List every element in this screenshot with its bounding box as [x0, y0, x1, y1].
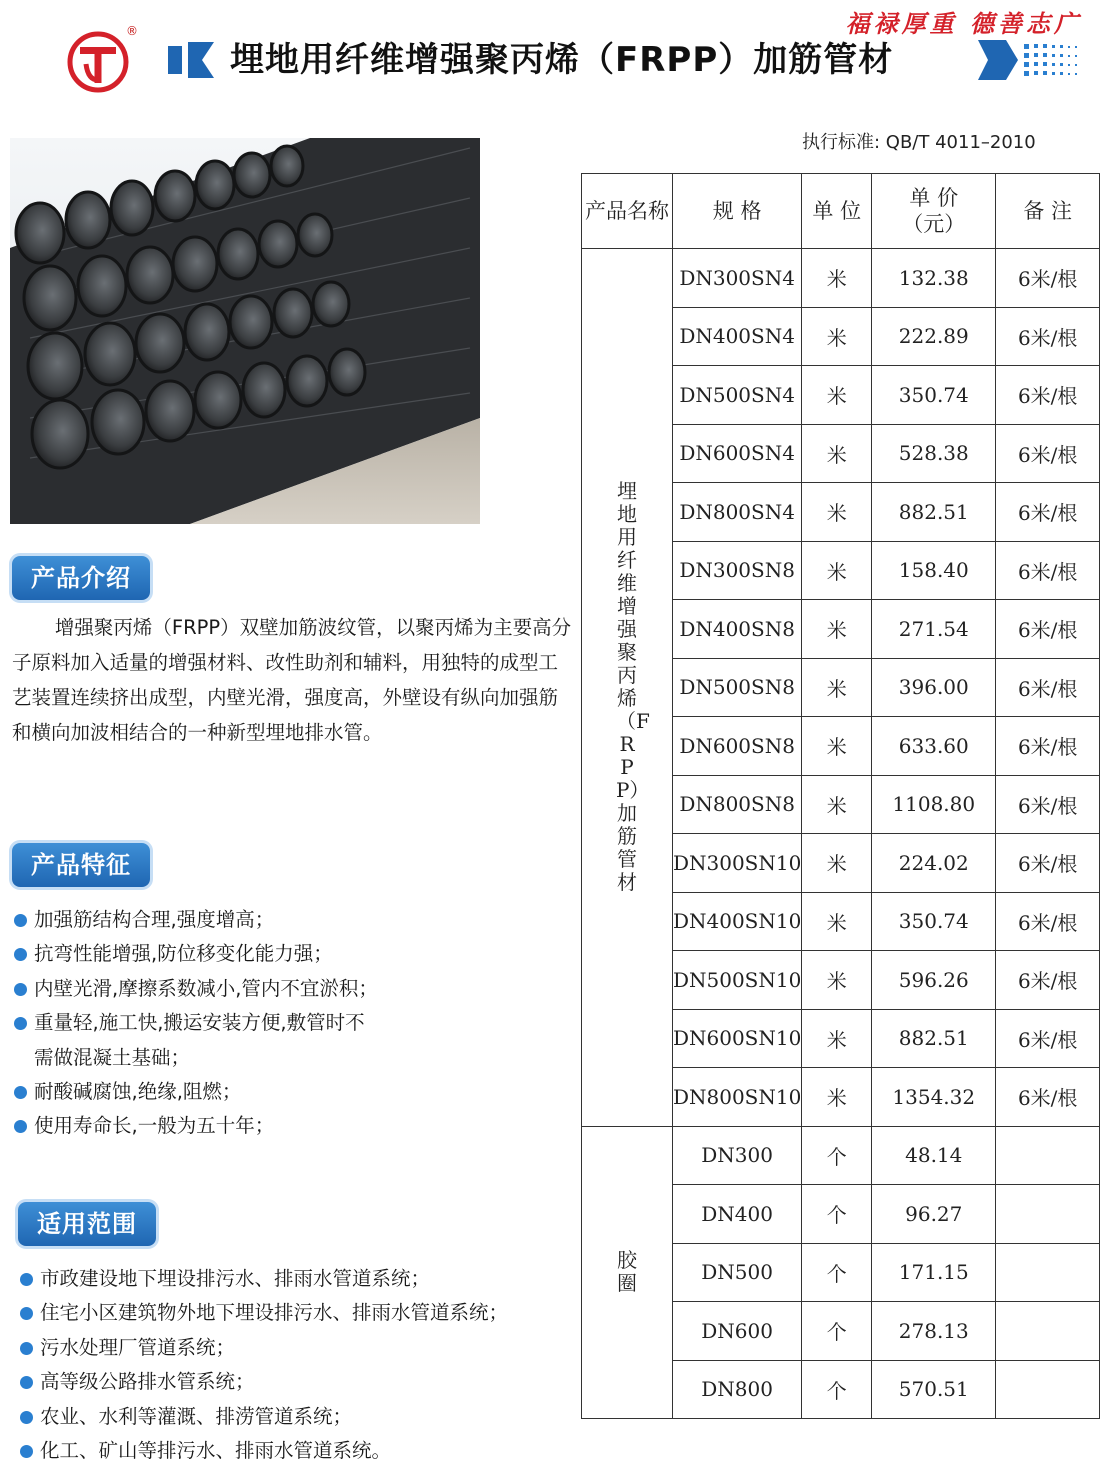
cell-spec: DN500: [672, 1243, 801, 1302]
cell-unit: 米: [802, 483, 872, 542]
cell-spec: DN800SN8: [672, 775, 801, 834]
feature-item: 耐酸碱腐蚀,绝缘,阻燃；: [12, 1075, 378, 1109]
cell-spec: DN400: [672, 1185, 801, 1244]
cell-note: 6米/根: [996, 249, 1100, 308]
product-group-name: [582, 249, 673, 1127]
cell-unit: 米: [802, 366, 872, 425]
feature-item-continuation: 需做混凝土基础；: [34, 1045, 191, 1069]
features-list: [12, 903, 378, 1144]
title-left-decoration: [168, 40, 216, 80]
cell-price: 271.54: [872, 600, 996, 659]
cell-price: 528.38: [872, 424, 996, 483]
cell-spec: DN600SN8: [672, 717, 801, 776]
scope-item: 农业、水利等灌溉、排涝管道系统；: [18, 1400, 508, 1434]
cell-spec: DN300SN10: [672, 834, 801, 893]
cell-note: 6米/根: [996, 717, 1100, 776]
cell-unit: 米: [802, 1068, 872, 1127]
header-price-line2: （元）: [902, 212, 966, 236]
scope-item: 化工、矿山等排污水、排雨水管道系统。: [18, 1434, 508, 1468]
cell-price: 171.15: [872, 1243, 996, 1302]
cell-note: 6米/根: [996, 366, 1100, 425]
cell-price: 1108.80: [872, 775, 996, 834]
cell-price: 132.38: [872, 249, 996, 308]
cell-price: 222.89: [872, 307, 996, 366]
cell-spec: DN400SN4: [672, 307, 801, 366]
features-section-badge: 产品特征: [12, 843, 150, 887]
price-table: [581, 173, 1100, 1419]
cell-spec: DN600SN10: [672, 1009, 801, 1068]
cell-note: [996, 1185, 1100, 1244]
company-logo: [66, 30, 130, 94]
cell-price: 596.26: [872, 951, 996, 1010]
cell-spec: DN600SN4: [672, 424, 801, 483]
scope-item: 污水处理厂管道系统；: [18, 1331, 508, 1365]
cell-unit: 米: [802, 1009, 872, 1068]
feature-item: 重量轻,施工快,搬运安装方便,敷管时不: [12, 1006, 378, 1040]
scope-item: 高等级公路排水管系统；: [18, 1365, 508, 1399]
standard-label: 执行标准: QB/T 4011–2010: [802, 132, 1036, 153]
registered-mark: ®: [126, 24, 138, 38]
cell-price: 224.02: [872, 834, 996, 893]
cell-price: 350.74: [872, 366, 996, 425]
product-photo: [10, 138, 480, 524]
intro-text: 增强聚丙烯（FRPP）双壁加筋波纹管，以聚丙烯为主要高分子原料加入适量的增强材料、改性助剂和辅料，用独特的成型工艺装置连续挤出成型，内壁光滑，强度高，外壁设有纵向加强筋和横向加波相结合的一种新型埋地排水管。: [12, 616, 572, 744]
header-unit: 单 位: [802, 174, 872, 249]
cell-spec: DN300: [672, 1126, 801, 1185]
cell-unit: 米: [802, 424, 872, 483]
cell-price: 1354.32: [872, 1068, 996, 1127]
cell-unit: 个: [802, 1360, 872, 1419]
cell-unit: 个: [802, 1302, 872, 1361]
cell-price: 396.00: [872, 658, 996, 717]
header-spec: 规 格: [672, 174, 801, 249]
product-group-name: [582, 1126, 673, 1419]
cell-spec: DN500SN8: [672, 658, 801, 717]
page-title: 埋地用纤维增强聚丙烯（FRPP）加筋管材: [230, 40, 894, 80]
cell-unit: 米: [802, 951, 872, 1010]
cell-spec: DN400SN8: [672, 600, 801, 659]
header-product-name: 产品名称: [582, 174, 673, 249]
cell-price: 882.51: [872, 1009, 996, 1068]
feature-item: 使用寿命长,一般为五十年；: [12, 1109, 378, 1143]
cell-spec: DN300SN8: [672, 541, 801, 600]
cell-note: 6米/根: [996, 892, 1100, 951]
cell-note: [996, 1126, 1100, 1185]
cell-spec: DN600: [672, 1302, 801, 1361]
cell-price: 633.60: [872, 717, 996, 776]
cell-unit: 米: [802, 541, 872, 600]
scope-item: 市政建设地下埋设排污水、排雨水管道系统；: [18, 1262, 508, 1296]
cell-price: 96.27: [872, 1185, 996, 1244]
cell-unit: 米: [802, 717, 872, 776]
cell-spec: DN300SN4: [672, 249, 801, 308]
cell-note: 6米/根: [996, 541, 1100, 600]
cell-unit: 米: [802, 249, 872, 308]
table-body: [582, 249, 1100, 1419]
cell-note: 6米/根: [996, 951, 1100, 1010]
intro-paragraph: [12, 610, 572, 750]
cell-price: 158.40: [872, 541, 996, 600]
cell-unit: 米: [802, 834, 872, 893]
scope-item: 住宅小区建筑物外地下埋设排污水、排雨水管道系统；: [18, 1296, 508, 1330]
cell-note: 6米/根: [996, 483, 1100, 542]
cell-unit: 米: [802, 307, 872, 366]
cell-price: 278.13: [872, 1302, 996, 1361]
cell-spec: DN500SN10: [672, 951, 801, 1010]
cell-price: 350.74: [872, 892, 996, 951]
cell-note: 6米/根: [996, 775, 1100, 834]
cell-price: 48.14: [872, 1126, 996, 1185]
cell-unit: 米: [802, 775, 872, 834]
product-group-label: 胶圈: [616, 1248, 637, 1296]
cell-note: 6米/根: [996, 658, 1100, 717]
cell-spec: DN800: [672, 1360, 801, 1419]
title-right-decoration: [978, 38, 1088, 82]
intro-section-badge: 产品介绍: [12, 556, 150, 600]
cell-note: 6米/根: [996, 1068, 1100, 1127]
cell-note: [996, 1302, 1100, 1361]
cell-note: 6米/根: [996, 307, 1100, 366]
cell-spec: DN800SN10: [672, 1068, 801, 1127]
cell-unit: 米: [802, 892, 872, 951]
product-group-label: 埋地用纤维增强聚丙烯（FRPP）加筋管材: [615, 479, 650, 895]
feature-item: 内壁光滑,摩擦系数减小,管内不宜淤积；: [12, 972, 378, 1006]
table-row: [582, 1126, 1100, 1185]
cell-unit: 个: [802, 1243, 872, 1302]
cell-note: [996, 1243, 1100, 1302]
scope-section-badge: 适用范围: [18, 1202, 156, 1246]
header-note: 备 注: [996, 174, 1100, 249]
cell-note: 6米/根: [996, 1009, 1100, 1068]
cell-unit: 米: [802, 600, 872, 659]
cell-note: 6米/根: [996, 834, 1100, 893]
cell-price: 882.51: [872, 483, 996, 542]
cell-price: 570.51: [872, 1360, 996, 1419]
cell-note: 6米/根: [996, 600, 1100, 659]
cell-note: 6米/根: [996, 424, 1100, 483]
feature-item: 加强筋结构合理,强度增高；: [12, 903, 378, 937]
cell-spec: DN800SN4: [672, 483, 801, 542]
cell-spec: DN500SN4: [672, 366, 801, 425]
slogan: 福禄厚重 德善志广: [845, 9, 1082, 38]
header-price: [872, 174, 996, 249]
scope-list: [18, 1262, 508, 1468]
table-header-row: [582, 174, 1100, 249]
cell-unit: 米: [802, 658, 872, 717]
header-price-line1: 单 价: [909, 186, 959, 210]
title-bar: [168, 34, 1088, 86]
cell-note: [996, 1360, 1100, 1419]
feature-item: 抗弯性能增强,防位移变化能力强；: [12, 937, 378, 971]
cell-unit: 个: [802, 1185, 872, 1244]
cell-unit: 个: [802, 1126, 872, 1185]
cell-spec: DN400SN10: [672, 892, 801, 951]
table-row: [582, 249, 1100, 308]
